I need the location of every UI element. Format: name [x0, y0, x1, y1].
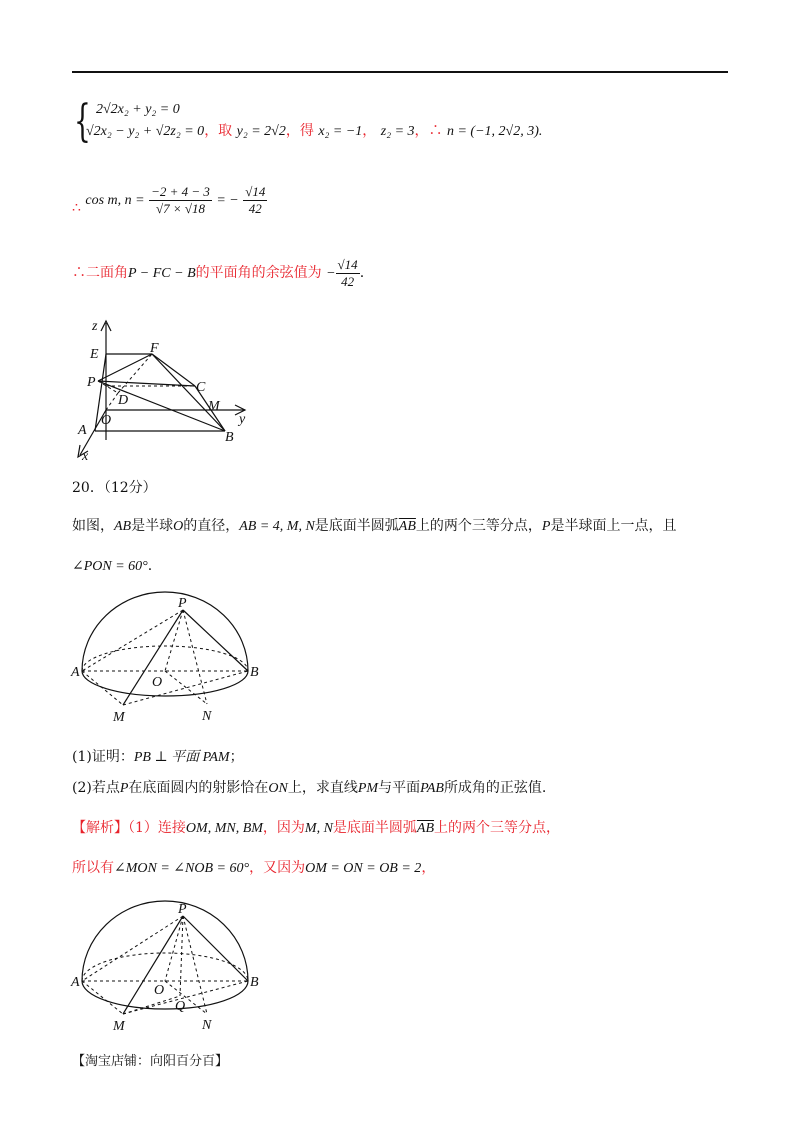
segment-PB-2: [183, 916, 248, 981]
fig2-label-P: P: [178, 596, 187, 611]
solution-line2: 所以有∠MON = ∠NOB = 60°，又因为OM = ON = OB = 2，: [72, 860, 436, 876]
conclusion-line: ∴二面角P − FC − B的平面角的余弦值为 − $\frac{√14}{42}$ .: [72, 256, 365, 289]
system-brace: {: [74, 96, 91, 147]
fig1-label-x: x: [82, 449, 89, 464]
solution-line1: 【解析】（1）连接OM, MN, BM，因为M, N是底面半圆弧$\overline{AB}$上的两个三等分点，: [72, 820, 561, 836]
fig3-label-Q: Q: [175, 999, 186, 1014]
fig1-label-E: E: [90, 347, 99, 362]
normal-vector: n = (−1, 2√2, 3).: [446, 124, 543, 139]
fig1-label-A: A: [78, 423, 87, 438]
fig1-label-P: P: [87, 375, 96, 390]
edge-FB: [152, 354, 225, 431]
segment-PM-2: [123, 916, 186, 1014]
solution-tag: 【解析】: [72, 820, 128, 836]
segment-PO: [165, 610, 183, 671]
figure-hemisphere: [68, 592, 268, 732]
fig3-label-P: P: [178, 902, 187, 917]
fig1-label-M: M: [208, 399, 220, 414]
question-1: (1)证明：PB ⊥ 平面 PAM；: [72, 749, 244, 765]
fig2-label-N: N: [202, 709, 212, 724]
segment-PA-2: [82, 916, 183, 981]
fig2-label-A: A: [71, 665, 80, 680]
fig3-label-O: O: [154, 983, 165, 998]
fig1-label-z: z: [92, 319, 98, 334]
edge-FC: [152, 354, 195, 386]
segment-AM: [82, 671, 123, 705]
fig3-label-A: A: [71, 975, 80, 990]
conclusion-fraction: $\frac{√14}{42}$: [337, 256, 358, 289]
fig3-label-M: M: [113, 1019, 125, 1034]
system-eq2: √2x₂ − y₂ + √2z₂ = 0: [86, 124, 205, 139]
edge-DO: [106, 393, 118, 410]
segment-PN-2: [183, 916, 207, 1014]
fig2-label-O: O: [152, 675, 163, 690]
base-back-arc: [82, 646, 248, 671]
segment-ON: [165, 671, 207, 704]
fig1-label-D: D: [118, 393, 129, 408]
fig1-label-C: C: [196, 380, 206, 395]
fig3-label-B: B: [250, 975, 259, 990]
system-line2: √2x₂ − y₂ + √2z₂ = 0，取 y₂ = 2√2，得 x₂ = −1， z₂ = 3，∴ n = (−1, 2√2, 3).: [86, 123, 543, 139]
segment-AM-2: [82, 981, 123, 1014]
cos-fraction: $\frac{-2 + 4 - 3}{√7 \times √18}$: [151, 183, 210, 216]
fig2-label-M: M: [113, 710, 125, 725]
problem-number: 20．（12分）: [72, 480, 157, 496]
fig1-label-F: F: [150, 341, 159, 356]
question-2: (2)若点P在底面圆内的射影恰在ON上，求直线PM与平面PAB所成角的正弦值.: [72, 780, 547, 796]
fig1-label-y: y: [239, 412, 246, 427]
segment-PN: [183, 610, 207, 704]
cos-result: $\frac{√14}{42}$: [245, 183, 266, 216]
footer-shop: 【淘宝店铺：向阳百分百】: [72, 1054, 229, 1069]
fig1-label-B: B: [225, 430, 234, 445]
system-eq1: 2√2x₂ + y₂ = 0: [96, 102, 180, 117]
segment-MQ: [123, 996, 180, 1014]
segment-PM: [123, 610, 183, 705]
hemisphere-outline-2: [82, 901, 248, 981]
segment-PB: [183, 610, 248, 671]
figure-solid: [70, 315, 270, 465]
base-back-arc-2: [82, 953, 248, 981]
figure-hemisphere-projection: [68, 896, 268, 1036]
fig2-label-B: B: [250, 665, 259, 680]
fig3-label-N: N: [202, 1018, 212, 1033]
problem-line1: 如图，AB是半球O的直径，AB = 4, M, N是底面半圆弧$\overline{AB}$上的两个三等分点，P是半球面上一点，且: [72, 518, 677, 534]
hemisphere-outline: [82, 592, 248, 671]
problem-line2: ∠PON = 60°.: [72, 558, 153, 574]
edge-DF: [118, 354, 152, 393]
header-rule: [72, 71, 728, 73]
cos-line: ∴ cos m, n = $\frac{-2 + 4 - 3}{√7 \times √18}$ = − $\frac{√14}{42}$: [72, 183, 266, 216]
fig1-label-O: O: [101, 413, 112, 428]
base-front-arc-2: [82, 981, 248, 1009]
segment-PQ: [180, 916, 183, 996]
